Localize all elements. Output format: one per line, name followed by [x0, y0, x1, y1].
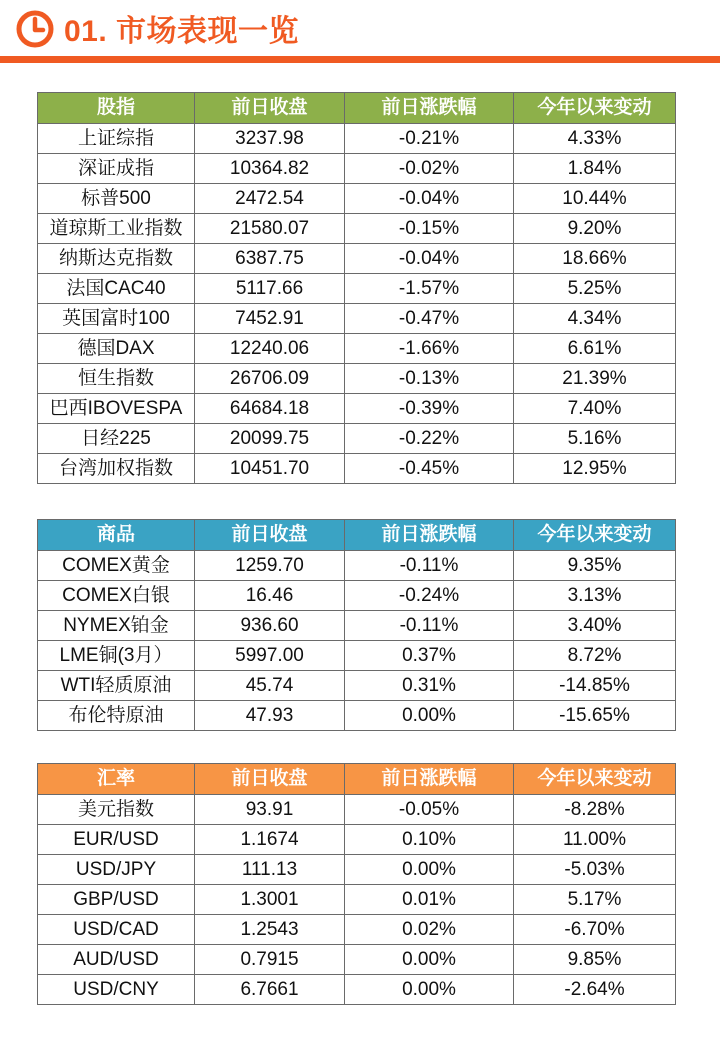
ytd-change-cell: 9.20%: [514, 214, 676, 244]
column-header: 前日涨跌幅: [345, 764, 514, 795]
prev-close-cell: 20099.75: [195, 424, 345, 454]
ytd-change-cell: 6.61%: [514, 334, 676, 364]
prev-close-cell: 936.60: [195, 611, 345, 641]
name-cell: 巴西IBOVESPA: [38, 394, 195, 424]
ytd-change-cell: 12.95%: [514, 454, 676, 484]
ytd-change-cell: 11.00%: [514, 825, 676, 855]
name-cell: 恒生指数: [38, 364, 195, 394]
column-header: 股指: [38, 93, 195, 124]
table-row: [38, 334, 676, 364]
table-header-row: [38, 520, 676, 551]
name-cell: COMEX黄金: [38, 551, 195, 581]
ytd-change-cell: 9.35%: [514, 551, 676, 581]
prev-change-cell: -1.57%: [345, 274, 514, 304]
prev-close-cell: 47.93: [195, 701, 345, 731]
exchange-rate-table: [37, 763, 676, 1005]
stock-index-table: [37, 92, 676, 484]
column-header: 前日涨跌幅: [345, 93, 514, 124]
prev-close-cell: 2472.54: [195, 184, 345, 214]
name-cell: 美元指数: [38, 795, 195, 825]
prev-close-cell: 5117.66: [195, 274, 345, 304]
ytd-change-cell: -14.85%: [514, 671, 676, 701]
prev-close-cell: 12240.06: [195, 334, 345, 364]
prev-close-cell: 3237.98: [195, 124, 345, 154]
table-row: [38, 304, 676, 334]
column-header: 前日收盘: [195, 520, 345, 551]
prev-close-cell: 5997.00: [195, 641, 345, 671]
ytd-change-cell: 5.17%: [514, 885, 676, 915]
ytd-change-cell: 10.44%: [514, 184, 676, 214]
prev-close-cell: 45.74: [195, 671, 345, 701]
table-row: [38, 671, 676, 701]
table-row: [38, 124, 676, 154]
ytd-change-cell: -8.28%: [514, 795, 676, 825]
ytd-change-cell: 5.16%: [514, 424, 676, 454]
table-row: [38, 394, 676, 424]
table-row: [38, 945, 676, 975]
prev-change-cell: -0.11%: [345, 611, 514, 641]
name-cell: 纳斯达克指数: [38, 244, 195, 274]
column-header: 前日收盘: [195, 93, 345, 124]
prev-change-cell: -0.45%: [345, 454, 514, 484]
ytd-change-cell: -15.65%: [514, 701, 676, 731]
prev-change-cell: -0.24%: [345, 581, 514, 611]
ytd-change-cell: 3.13%: [514, 581, 676, 611]
column-header: 前日涨跌幅: [345, 520, 514, 551]
prev-change-cell: 0.31%: [345, 671, 514, 701]
name-cell: EUR/USD: [38, 825, 195, 855]
prev-close-cell: 16.46: [195, 581, 345, 611]
ytd-change-cell: 4.34%: [514, 304, 676, 334]
name-cell: 标普500: [38, 184, 195, 214]
prev-close-cell: 1.3001: [195, 885, 345, 915]
name-cell: USD/JPY: [38, 855, 195, 885]
title-underline: [0, 56, 720, 63]
table-row: [38, 214, 676, 244]
ytd-change-cell: 4.33%: [514, 124, 676, 154]
table-row: [38, 795, 676, 825]
prev-change-cell: -0.02%: [345, 154, 514, 184]
ytd-change-cell: 21.39%: [514, 364, 676, 394]
prev-close-cell: 0.7915: [195, 945, 345, 975]
name-cell: GBP/USD: [38, 885, 195, 915]
ytd-change-cell: 7.40%: [514, 394, 676, 424]
commodities-table: [37, 519, 676, 731]
name-cell: 道琼斯工业指数: [38, 214, 195, 244]
name-cell: 布伦特原油: [38, 701, 195, 731]
prev-change-cell: -0.13%: [345, 364, 514, 394]
prev-change-cell: -0.04%: [345, 184, 514, 214]
name-cell: 台湾加权指数: [38, 454, 195, 484]
name-cell: WTI轻质原油: [38, 671, 195, 701]
prev-change-cell: 0.01%: [345, 885, 514, 915]
prev-change-cell: 0.00%: [345, 701, 514, 731]
table-row: [38, 551, 676, 581]
prev-close-cell: 21580.07: [195, 214, 345, 244]
clock-icon: [16, 10, 54, 48]
prev-change-cell: -0.05%: [345, 795, 514, 825]
name-cell: COMEX白银: [38, 581, 195, 611]
ytd-change-cell: 3.40%: [514, 611, 676, 641]
prev-close-cell: 10451.70: [195, 454, 345, 484]
prev-close-cell: 93.91: [195, 795, 345, 825]
prev-close-cell: 1.2543: [195, 915, 345, 945]
name-cell: 德国DAX: [38, 334, 195, 364]
table-row: [38, 915, 676, 945]
prev-change-cell: -0.47%: [345, 304, 514, 334]
page-title: 01. 市场表现一览: [64, 15, 300, 48]
name-cell: USD/CNY: [38, 975, 195, 1005]
prev-change-cell: -0.15%: [345, 214, 514, 244]
name-cell: 法国CAC40: [38, 274, 195, 304]
prev-change-cell: -0.21%: [345, 124, 514, 154]
table-row: [38, 454, 676, 484]
table-header-row: [38, 764, 676, 795]
prev-change-cell: -0.04%: [345, 244, 514, 274]
prev-close-cell: 7452.91: [195, 304, 345, 334]
table-row: [38, 154, 676, 184]
ytd-change-cell: 18.66%: [514, 244, 676, 274]
prev-close-cell: 1.1674: [195, 825, 345, 855]
ytd-change-cell: 9.85%: [514, 945, 676, 975]
name-cell: USD/CAD: [38, 915, 195, 945]
prev-change-cell: -0.11%: [345, 551, 514, 581]
ytd-change-cell: -6.70%: [514, 915, 676, 945]
name-cell: 深证成指: [38, 154, 195, 184]
name-cell: AUD/USD: [38, 945, 195, 975]
prev-close-cell: 26706.09: [195, 364, 345, 394]
table-row: [38, 641, 676, 671]
name-cell: 英国富时100: [38, 304, 195, 334]
table-row: [38, 701, 676, 731]
prev-close-cell: 111.13: [195, 855, 345, 885]
table-row: [38, 581, 676, 611]
table-row: [38, 611, 676, 641]
column-header: 前日收盘: [195, 764, 345, 795]
table-row: [38, 244, 676, 274]
prev-change-cell: -0.39%: [345, 394, 514, 424]
name-cell: 上证综指: [38, 124, 195, 154]
table-row: [38, 975, 676, 1005]
prev-change-cell: 0.37%: [345, 641, 514, 671]
prev-change-cell: 0.10%: [345, 825, 514, 855]
column-header: 汇率: [38, 764, 195, 795]
table-row: [38, 274, 676, 304]
prev-close-cell: 6387.75: [195, 244, 345, 274]
prev-close-cell: 1259.70: [195, 551, 345, 581]
name-cell: 日经225: [38, 424, 195, 454]
table-row: [38, 825, 676, 855]
table-header-row: [38, 93, 676, 124]
prev-close-cell: 6.7661: [195, 975, 345, 1005]
prev-change-cell: -0.22%: [345, 424, 514, 454]
column-header: 今年以来变动: [514, 764, 676, 795]
table-row: [38, 855, 676, 885]
prev-close-cell: 10364.82: [195, 154, 345, 184]
prev-change-cell: 0.00%: [345, 975, 514, 1005]
ytd-change-cell: 5.25%: [514, 274, 676, 304]
prev-close-cell: 64684.18: [195, 394, 345, 424]
table-row: [38, 424, 676, 454]
name-cell: LME铜(3月）: [38, 641, 195, 671]
column-header: 今年以来变动: [514, 520, 676, 551]
prev-change-cell: 0.00%: [345, 855, 514, 885]
prev-change-cell: 0.00%: [345, 945, 514, 975]
ytd-change-cell: -2.64%: [514, 975, 676, 1005]
page-header: [0, 0, 720, 64]
prev-change-cell: -1.66%: [345, 334, 514, 364]
column-header: 商品: [38, 520, 195, 551]
prev-change-cell: 0.02%: [345, 915, 514, 945]
column-header: 今年以来变动: [514, 93, 676, 124]
table-row: [38, 364, 676, 394]
ytd-change-cell: 1.84%: [514, 154, 676, 184]
ytd-change-cell: 8.72%: [514, 641, 676, 671]
name-cell: NYMEX铂金: [38, 611, 195, 641]
table-row: [38, 885, 676, 915]
ytd-change-cell: -5.03%: [514, 855, 676, 885]
table-row: [38, 184, 676, 214]
